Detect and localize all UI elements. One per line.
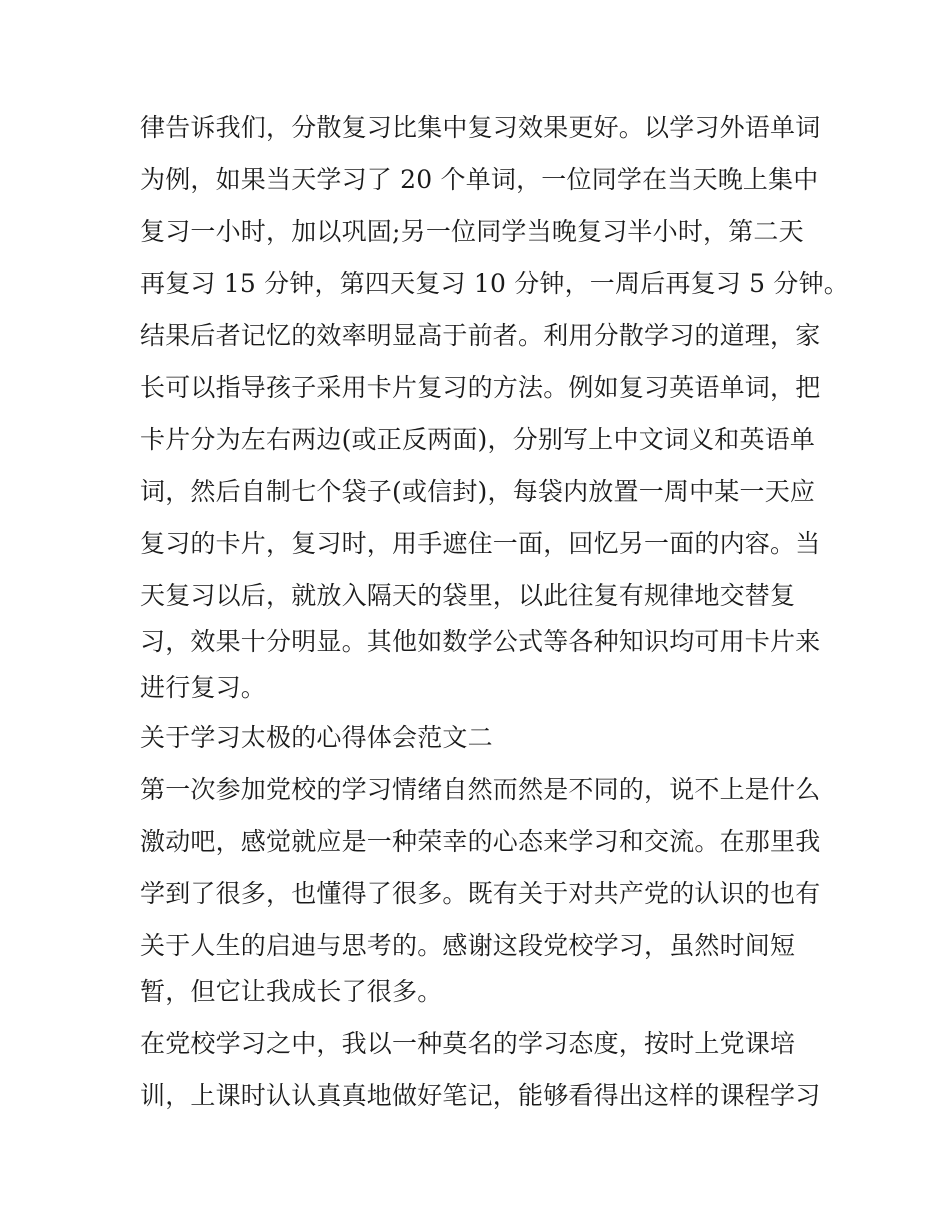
text-line: 卡片分为左右两边(或正反两面)，分别写上中文词义和英语单	[140, 425, 816, 454]
text-line: 在党校学习之中，我以一种莫名的学习态度，按时上党课培	[140, 1029, 796, 1058]
text-line: 第一次参加党校的学习情绪自然而然是不同的，说不上是什么	[140, 775, 821, 804]
text-line: 为例，如果当天学习了 20 个单词，一位同学在当天晚上集中	[140, 165, 819, 194]
section-heading: 关于学习太极的心得体会范文二	[140, 723, 493, 752]
text-line: 律告诉我们，分散复习比集中复习效果更好。以学习外语单词	[140, 113, 821, 142]
text-line: 习，效果十分明显。其他如数学公式等各种知识均可用卡片来	[140, 627, 821, 656]
text-line: 训，上课时认认真真地做好笔记，能够看得出这样的课程学习	[140, 1081, 821, 1110]
text-line: 暂，但它让我成长了很多。	[140, 977, 443, 1006]
text-line: 结果后者记忆的效率明显高于前者。利用分散学习的道理，家	[140, 321, 821, 350]
text-line: 长可以指导孩子采用卡片复习的方法。例如复习英语单词，把	[140, 373, 821, 402]
text-line: 再复习 15 分钟，第四天复习 10 分钟，一周后再复习 5 分钟。	[140, 269, 850, 298]
text-line: 复习一小时，加以巩固;另一位同学当晚复习半小时，第二天	[140, 217, 804, 246]
text-line: 学到了很多，也懂得了很多。既有关于对共产党的认识的也有	[140, 879, 821, 908]
text-line: 关于人生的启迪与思考的。感谢这段党校学习，虽然时间短	[140, 931, 796, 960]
text-line: 词，然后自制七个袋子(或信封)，每袋内放置一周中某一天应	[140, 477, 816, 506]
text-line: 天复习以后，就放入隔天的袋里，以此往复有规律地交替复	[140, 581, 796, 610]
text-line: 复习的卡片，复习时，用手遮住一面，回忆另一面的内容。当	[140, 529, 821, 558]
text-line: 进行复习。	[140, 673, 267, 702]
text-line: 激动吧，感觉就应是一种荣幸的心态来学习和交流。在那里我	[140, 827, 821, 856]
